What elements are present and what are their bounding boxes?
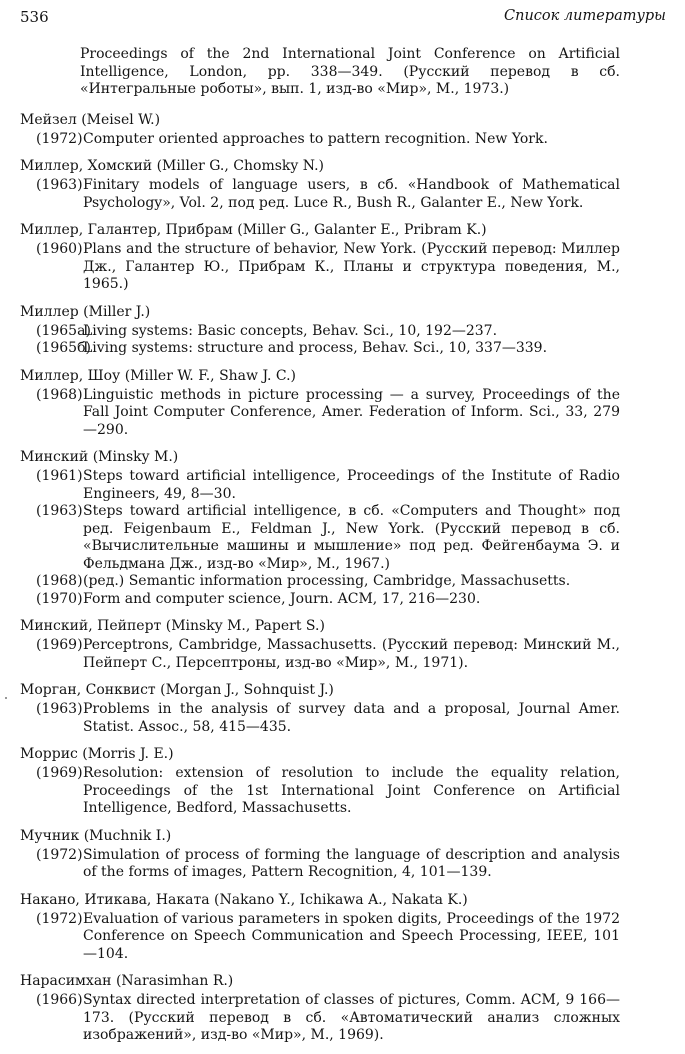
entry-author: Морган, Сонквист (Morgan J., Sohnquist J.) <box>20 682 334 698</box>
entry-author: Миллер (Miller J.) <box>20 303 151 320</box>
reference-text: Linguistic methods in picture processing — a survey, Proceedings of the Fall Joint Computer Conference, Amer. Federation of Inform. Sci., 33, 279—290. <box>83 386 620 438</box>
entry-author: Мучник (Muchnik I.) <box>20 827 172 844</box>
reference-year: (1960) <box>36 241 83 257</box>
bibliography-entry <box>20 111 620 149</box>
reference-text: Syntax directed interpretation of classes of pictures, Comm. ACM, 9 166—173. (Русский перевод в сб. «Автоматический анализ сложных изображений», изд-во «Мир», М., 1969). <box>83 992 620 1043</box>
reference-text: Problems in the analysis of survey data and a proposal, Journal Amer. Statist. Assoc., 58, 415—435. <box>83 701 620 735</box>
reference-item <box>20 323 620 341</box>
bibliography-entry <box>20 367 620 440</box>
margin-mark <box>5 697 7 699</box>
reference-year: (1965б) <box>36 340 91 356</box>
reference-text: Perceptrons, Cambridge, Massachusetts. (Русский перевод: Минский М., Пейперт С., Персептроны, изд-во «Мир», М., 1971). <box>83 637 620 671</box>
reference-item <box>20 340 620 358</box>
entry-author: Миллер, Шоу (Miller W. F., Shaw J. C.) <box>20 367 297 384</box>
bibliography-entry <box>20 157 620 212</box>
reference-year: (1963) <box>36 177 83 193</box>
reference-year: (1966) <box>36 992 83 1008</box>
reference-item <box>20 387 620 440</box>
running-head: Список литературы <box>504 8 666 24</box>
entry-author: Минский, Пейперт (Minsky M., Papert S.) <box>20 618 325 634</box>
reference-item <box>20 177 620 212</box>
reference-item <box>20 701 620 736</box>
page-header <box>16 8 666 30</box>
bibliography-entry <box>20 972 620 1045</box>
reference-item <box>20 637 620 672</box>
reference-item <box>20 591 620 609</box>
entry-author: Моррис (Morris J. E.) <box>20 746 174 762</box>
reference-year: (1968) <box>36 386 83 403</box>
reference-item <box>20 765 620 818</box>
bibliography-entry <box>20 221 620 294</box>
page-number: 536 <box>20 8 49 26</box>
reference-year: (1963) <box>36 503 83 519</box>
reference-text: Form and computer science, Journ. ACM, 17, 216—230. <box>83 590 481 607</box>
bibliography-entry <box>20 617 620 672</box>
bibliography-entry <box>20 827 620 882</box>
reference-year: (1963) <box>36 701 83 717</box>
entry-author: Минский (Minsky M.) <box>20 449 179 465</box>
bibliography-entry <box>20 448 620 608</box>
reference-year: (1970) <box>36 590 83 607</box>
bibliography-entry <box>20 681 620 736</box>
reference-item <box>20 503 620 573</box>
bibliography-entry <box>20 891 620 964</box>
reference-text: Living systems: structure and process, Behav. Sci., 10, 337—339. <box>83 340 548 356</box>
reference-text: Evaluation of various parameters in spoken digits, Proceedings of the 1972 Conference on Speech Communication and Speech Processing, IEEE, 101—104. <box>83 910 620 962</box>
entry-author: Нарасимхан (Narasimhan R.) <box>20 973 234 989</box>
reference-item <box>20 241 620 294</box>
reference-text: Steps toward artificial intelligence, в сб. «Computers and Thought» под ред. Feigenbaum E., Feldman J., New York. (Русский перевод в сб. «Вычислительные машины и мышление» под ред. Фейгенбаума Э. и Фельдмана Дж., изд-во «Мир», М., 1967.) <box>83 503 620 572</box>
reference-year: (1961) <box>36 468 83 484</box>
bibliography-list <box>20 46 620 1054</box>
reference-text: Living systems: Basic concepts, Behav. Sci., 10, 192—237. <box>83 322 498 339</box>
reference-item <box>20 131 620 149</box>
reference-text: Computer oriented approaches to pattern recognition. New York. <box>83 130 548 147</box>
reference-text: Simulation of process of forming the language of description and analysis of the forms of images, Pattern Recognition, 4, 101—139. <box>83 846 620 880</box>
reference-item <box>20 468 620 503</box>
reference-text: Steps toward artificial intelligence, Proceedings of the Institute of Radio Engineers, 49, 8—30. <box>83 468 620 502</box>
reference-year: (1972) <box>36 910 83 927</box>
bibliography-entry <box>20 303 620 358</box>
reference-year: (1969) <box>36 637 83 653</box>
reference-year: (1972) <box>36 130 83 147</box>
reference-year: (1968) <box>36 573 83 589</box>
reference-item <box>20 573 620 591</box>
reference-text: Resolution: extension of resolution to include the equality relation, Proceedings of the 1st International Joint Conference on Artificial Intelligence, Bedford, Massachusetts. <box>83 765 620 816</box>
entry-author: Миллер, Хомский (Miller G., Chomsky N.) <box>20 158 325 174</box>
bibliography-entry <box>20 745 620 818</box>
reference-item <box>20 911 620 964</box>
entry-author: Миллер, Галантер, Прибрам (Miller G., Galanter E., Pribram K.) <box>20 222 487 238</box>
reference-year: (1969) <box>36 765 83 781</box>
entry-author: Мейзел (Meisel W.) <box>20 111 161 128</box>
reference-year: (1972) <box>36 846 83 863</box>
reference-item <box>20 847 620 882</box>
reference-year: (1965а) <box>36 322 91 339</box>
bibliography-entries <box>20 111 620 1045</box>
reference-text: (ред.) Semantic information processing, Cambridge, Massachusetts. <box>83 573 571 589</box>
reference-text: Finitary models of language users, в сб. «Handbook of Mathematical Psychology», Vol. 2, под ред. Luce R., Bush R., Galanter E., New York. <box>83 177 620 211</box>
continued-reference: Proceedings of the 2nd International Joint Conference on Artificial Intelligence, London, pp. 338—349. (Русский перевод в сб. «Интегральные роботы», вып. 1, изд-во «Мир», М., 1973.) <box>80 46 620 97</box>
reference-text: Plans and the structure of behavior, New York. (Русский перевод: Миллер Дж., Галантер Ю., Прибрам К., Планы и структура поведения, М., 1965.) <box>83 241 620 292</box>
entry-author: Накано, Итикава, Наката (Nakano Y., Ichikawa A., Nakata K.) <box>20 891 468 908</box>
